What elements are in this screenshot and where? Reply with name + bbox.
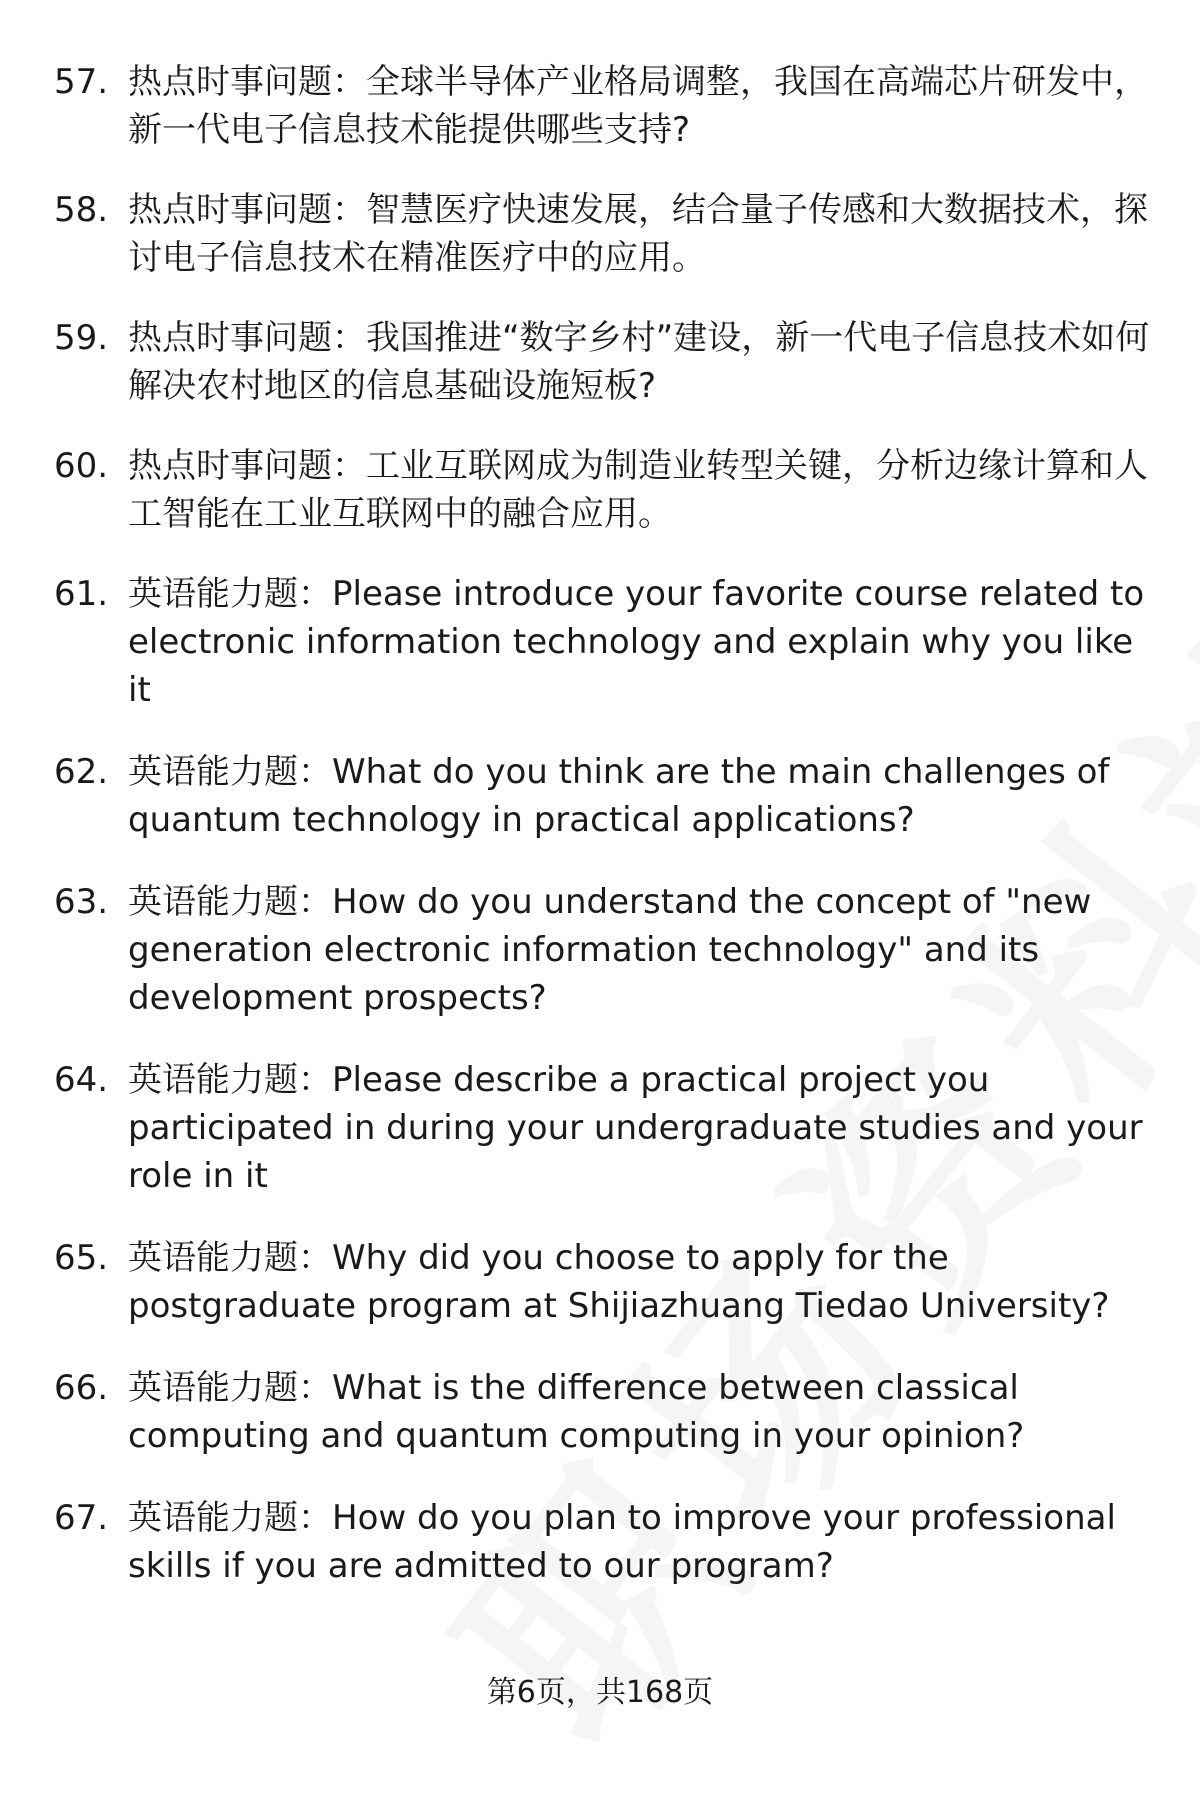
question-item bbox=[54, 1056, 1164, 1200]
question-number: 65. bbox=[54, 1238, 109, 1278]
question-text: 英语能力题：Why did you choose to apply for the postgraduate program at Shijiazhuang Tiedao University? bbox=[128, 1238, 1110, 1326]
question-number: 59. bbox=[54, 318, 109, 358]
question-number: 58. bbox=[54, 190, 109, 230]
question-item bbox=[54, 748, 1164, 844]
question-text: 英语能力题：Please describe a practical project you participated in during your undergraduate studies and your role in it bbox=[128, 1060, 1143, 1196]
question-number: 57. bbox=[54, 62, 109, 102]
question-item bbox=[54, 878, 1164, 1022]
question-item bbox=[54, 314, 1164, 410]
question-item bbox=[54, 1234, 1164, 1330]
question-number: 63. bbox=[54, 882, 109, 922]
question-text: 英语能力题：Please introduce your favorite course related to electronic information technology and explain why you like it bbox=[128, 574, 1145, 710]
question-number: 62. bbox=[54, 752, 109, 792]
question-text: 热点时事问题：全球半导体产业格局调整，我国在高端芯片研发中，新一代电子信息技术能提供哪些支持? bbox=[128, 62, 1148, 150]
question-number: 66. bbox=[54, 1368, 109, 1408]
question-item bbox=[54, 442, 1164, 538]
question-text: 热点时事问题：智慧医疗快速发展，结合量子传感和大数据技术，探讨电子信息技术在精准医疗中的应用。 bbox=[128, 190, 1148, 278]
question-number: 60. bbox=[54, 446, 109, 486]
page-number-label: 第6页，共168页 bbox=[486, 1675, 714, 1710]
question-number: 61. bbox=[54, 574, 109, 614]
question-text: 英语能力题：How do you plan to improve your professional skills if you are admitted to our program? bbox=[128, 1498, 1116, 1586]
question-text: 热点时事问题：工业互联网成为制造业转型关键，分析边缘计算和人工智能在工业互联网中的融合应用。 bbox=[128, 446, 1148, 534]
question-text: 英语能力题：What is the difference between classical computing and quantum computing in your opinion? bbox=[128, 1368, 1025, 1456]
question-item bbox=[54, 1364, 1164, 1460]
question-text: 热点时事问题：我国推进“数字乡村”建设，新一代电子信息技术如何解决农村地区的信息基础设施短板? bbox=[128, 318, 1150, 406]
page-footer bbox=[0, 1673, 1200, 1713]
question-item bbox=[54, 186, 1164, 282]
question-number: 64. bbox=[54, 1060, 109, 1100]
question-text: 英语能力题：How do you understand the concept of "new generation electronic information technology" and its development prospects? bbox=[128, 882, 1092, 1018]
question-item bbox=[54, 1494, 1164, 1590]
question-item bbox=[54, 58, 1164, 154]
question-item bbox=[54, 570, 1164, 714]
question-number: 67. bbox=[54, 1498, 109, 1538]
question-list bbox=[54, 58, 1164, 1624]
question-text: 英语能力题：What do you think are the main challenges of quantum technology in practical applications? bbox=[128, 752, 1110, 840]
